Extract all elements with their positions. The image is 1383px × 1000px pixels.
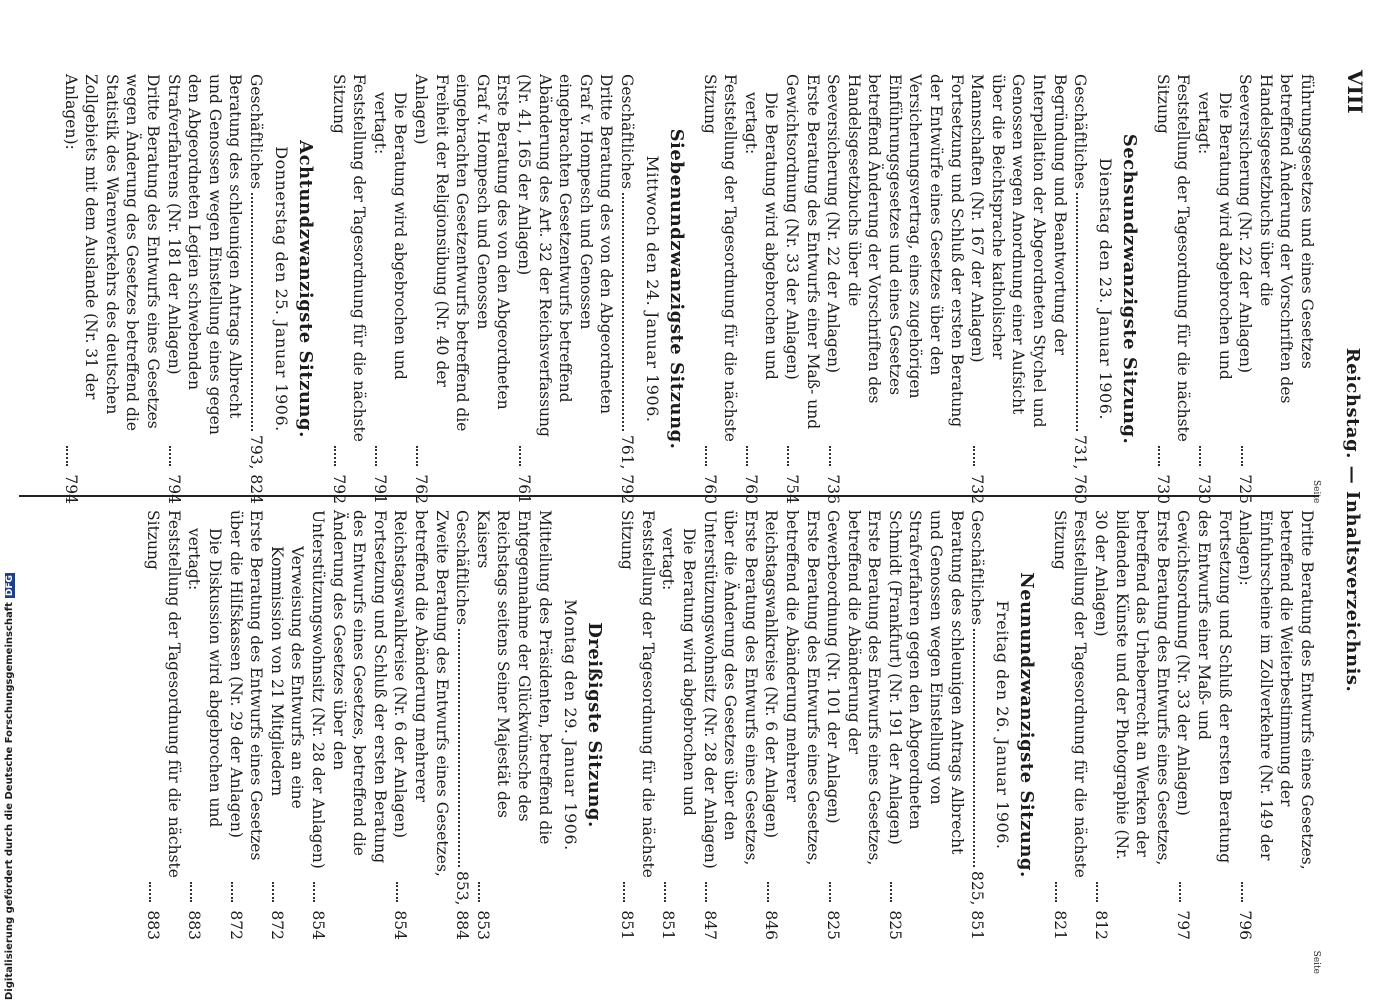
toc-entry-page: 872	[226, 910, 245, 940]
toc-entry	[884, 510, 966, 940]
toc-entry-text: Die Diskussion wird abgebrochen und vertagt:	[185, 528, 225, 828]
leader-dots	[973, 629, 975, 867]
session-title: Achtundzwanzigste Sitzung.	[295, 140, 317, 438]
toc-entry	[1152, 74, 1193, 504]
toc-entry	[513, 74, 616, 504]
dfg-logo: DFG	[5, 575, 15, 597]
toc-entry	[967, 510, 988, 940]
toc-entry-text: Beratung des schleunigen Antrags Albrecht und Genossen wegen Einstellung eines gegen den Abgeordneten Legien schwebenden Strafverfahrens (Nr. 181 der Anlagen)	[164, 74, 245, 435]
session-block	[1152, 74, 1317, 504]
toc-entry	[1173, 510, 1235, 940]
leader-dots	[1179, 882, 1181, 902]
leader-dots	[746, 446, 748, 466]
toc-entry	[617, 510, 658, 940]
toc-entry-text: Beratung des schleunigen Antrags Albrecht und Genossen wegen Einstellung von Strafverfahren gegen den Abgeordneten Schmidt (Frankfurt) (Nr. 191 der Anlagen)	[885, 510, 966, 855]
toc-entry-text: Geschäftliches	[968, 510, 987, 626]
toc-entry	[823, 74, 967, 504]
toc-entry	[1070, 74, 1091, 504]
toc-entry-text: Geschäftliches	[247, 74, 266, 190]
toc-entry-page: 853	[473, 910, 492, 940]
toc-entry	[184, 510, 225, 940]
toc-entry-text: Die Beratung wird abgebrochen und vertagt:	[741, 92, 781, 380]
right-column	[143, 510, 1317, 940]
dfg-credit-text: Digitalisierung gefördert durch die Deutsche Forschungsgemeinschaft	[4, 602, 15, 1000]
toc-entry-page: 761	[515, 474, 533, 504]
toc-entry-text: Fortsetzung und Schluß der ersten Beratung des Entwurfs eines Gesetzes, betreffend die Änderung des Gesetzes über den Unterstützungswohnsitz (Nr. 28 der Anlagen)	[309, 510, 389, 869]
toc-entry-page: 854	[309, 910, 328, 940]
toc-entry-page: 853, 884	[453, 870, 472, 940]
toc-entry	[163, 74, 245, 504]
toc-entry-text: Dritte Beratung des Entwurfs eines Gesetzes, betreffend die Weiterbestimmung der Einfuhrscheine im Zollverkehre (Nr. 149 der Anlagen):	[1236, 510, 1316, 870]
toc-entry	[472, 510, 554, 940]
toc-entry	[143, 510, 184, 940]
leader-dots	[622, 193, 624, 431]
toc-entry-page: 760	[700, 474, 719, 504]
leader-dots	[231, 882, 233, 902]
toc-entry-page: 825, 851	[968, 870, 987, 940]
leader-dots	[313, 882, 315, 902]
toc-entry-text: Feststellung der Tagesordnung für die nächste Sitzung	[1050, 510, 1090, 878]
toc-entry-text: Verweisung des Entwurfs an eine Kommission von 21 Mitgliedern	[267, 546, 307, 809]
toc-entry-page: 883	[144, 910, 163, 940]
toc-entry-page: 794	[61, 474, 80, 504]
toc-entry-page: 793, 824	[247, 434, 266, 504]
leader-dots	[705, 446, 707, 466]
toc-entry-text: Feststellung der Tagesordnung für die nächste Sitzung	[329, 74, 369, 442]
toc-entry	[452, 510, 473, 940]
leader-dots	[396, 882, 398, 902]
session-date: Mittwoch den 24. Januar 1906.	[642, 155, 662, 423]
toc-entry-text: Begründung und Beantwortung der Interpellation der Abgeordneten Stychel und Genossen wegen Anordnung einer Aufsicht über die Beichtsprache katholischer Mannschaften (Nr. 167 der Anlagen)	[968, 74, 1069, 428]
leader-dots	[169, 446, 171, 466]
toc-entry-page: 760	[741, 474, 760, 504]
toc-entry-text: Die Beratung wird abgebrochen und vertagt:	[370, 92, 410, 380]
toc-entry-page: 825	[885, 910, 904, 940]
leader-dots	[767, 882, 769, 902]
toc-entry-text: Erste Beratung des Entwurfs einer Maß- und Gewichtsordnung (Nr. 33 der Anlagen)	[782, 74, 822, 430]
toc-entry-page: 812	[1092, 910, 1111, 940]
toc-entry	[328, 74, 369, 504]
toc-entry	[369, 74, 410, 504]
toc-entry-page: 846	[762, 910, 781, 940]
toc-entry-page: 797	[1174, 910, 1193, 940]
session-date: Donnerstag den 25. Januar 1906.	[272, 146, 292, 432]
toc-entry	[823, 510, 885, 940]
toc-entry-page: 736	[824, 474, 843, 504]
leader-dots	[664, 882, 666, 902]
toc-entry	[616, 74, 637, 504]
toc-entry-text: Feststellung der Tagesordnung für die nächste Sitzung	[144, 510, 183, 878]
left-column	[60, 74, 1317, 504]
leader-dots	[1241, 882, 1243, 902]
leader-dots	[1199, 446, 1201, 466]
toc-entry-page: 854	[391, 910, 410, 940]
session-title: Sechsundzwanzigste Sitzung.	[1119, 133, 1141, 445]
toc-entry-page: 847	[700, 910, 719, 940]
session-title: Neunundzwanzigste Sitzung.	[1016, 572, 1038, 878]
toc-entry-page: 821	[1050, 910, 1069, 940]
leader-dots	[890, 882, 892, 902]
toc-entry-page: 872	[267, 910, 286, 940]
leader-dots	[272, 882, 274, 902]
toc-entry-page: 725	[1236, 474, 1255, 504]
toc-entry	[266, 510, 307, 940]
toc-entry	[1235, 510, 1317, 940]
toc-entry-text: Dritte Beratung des Entwurfs eines Gesetzes wegen Änderung des Gesetzes betreffend die Statistik des Warenverkehrs des deutschen Zollgebiets mit dem Auslande (Nr. 31 der Anlagen):	[61, 74, 163, 432]
toc-entry	[658, 510, 699, 940]
toc-entry	[1090, 510, 1172, 940]
toc-entry-text: Erste Beratung des Entwurfs eines Gesetzes, betreffend die Abänderung der Gewerbeordnung (Nr. 101 der Anlagen)	[824, 510, 884, 866]
toc-entry-text: Geschäftliches	[453, 510, 472, 626]
toc-entry-page: 794	[164, 474, 183, 504]
leader-dots	[787, 446, 789, 466]
toc-entry	[307, 510, 389, 940]
leader-dots	[1096, 882, 1098, 902]
toc-entry	[781, 74, 822, 504]
leader-dots	[1055, 882, 1057, 902]
toc-entry-page: 754	[782, 474, 801, 504]
leader-dots	[623, 882, 625, 902]
leader-dots	[1076, 193, 1078, 431]
leader-dots	[458, 629, 460, 867]
toc-entry-page: 761, 792	[617, 434, 636, 504]
toc-entry-page: 851	[618, 910, 637, 940]
toc-entry	[1193, 74, 1234, 504]
running-title: Reichstag. — Inhaltsverzeichnis.	[1342, 347, 1363, 693]
leader-dots	[519, 446, 521, 466]
toc-entry	[740, 74, 781, 504]
session-title: Dreißigste Sitzung.	[583, 622, 605, 828]
toc-entry	[1235, 74, 1317, 504]
leader-dots	[829, 446, 831, 466]
toc-entry-page: 791	[370, 474, 389, 504]
toc-entry	[390, 510, 452, 940]
leader-dots	[1158, 446, 1160, 466]
toc-entry	[225, 510, 266, 940]
toc-entry-text: Erste Beratung des Entwurfs eines Gesetzes, betreffend das Urheberrecht an Werken der bildenden Künste und der Photographie (Nr. 30 der Anlagen)	[1092, 510, 1172, 866]
toc-entry-text: Dritte Beratung des von den Abgeordneten Graf v. Hompesch und Genossen eingebrachten Gesetzentwurfs betreffend Abänderung des Art. 32 der Reichsverfassung (Nr. 41, 165 der Anlagen)	[515, 74, 616, 437]
toc-entry-text: Erste Beratung des Entwurfs eines Gesetzes, über die Änderung des Gesetzes über den Unterstützungswohnsitz (Nr. 28 der Anlagen)	[700, 510, 760, 869]
leader-dots	[705, 882, 707, 902]
leader-dots	[829, 882, 831, 902]
toc-entry-text: Die Beratung wird abgebrochen und vertagt:	[1195, 92, 1234, 380]
toc-entry-page: 883	[185, 910, 204, 940]
toc-entry-text: Fortsetzung und Schluß der ersten Beratung der Entwürfe eines Gesetzes über den Versicherungsvertrag, eines zugehörigen Einführungsgesetzes und eines Gesetzes betreffend Änderung der Vorschriften des Handelsgesetzbuchs über die Seeversicherung (Nr. 22 der Anlagen)	[824, 74, 966, 428]
toc-entry-text: Erste Beratung des Entwurfs eines Gesetzes, betreffend die Abänderung mehrerer Reichstagswahlkreise (Nr. 6 der Anlagen)	[762, 510, 822, 866]
leader-dots	[375, 446, 377, 466]
leader-dots	[973, 446, 975, 466]
toc-entry-text: Erste Beratung des von den Abgeordneten Graf v. Hompesch und Genossen eingebrachten Gesetzentwurfs betreffend die Freiheit der Religionsübung (Nr. 40 der Anlagen)	[412, 74, 513, 432]
session-date: Dienstag den 23. Januar 1906.	[1096, 158, 1116, 420]
toc-entry-page: 730	[1153, 474, 1172, 504]
toc-entry-text: Erste Beratung des Entwurfs eines Gesetzes über die Hilfskassen (Nr. 29 der Anlagen)	[226, 510, 266, 861]
leader-dots	[478, 882, 480, 902]
session-block	[699, 74, 1140, 504]
toc-entry-text: Fortsetzung und Schluß der ersten Beratung des Entwurfs einer Maß- und Gewichtsordnung (Nr. 33 der Anlagen)	[1174, 510, 1234, 864]
session-block	[328, 74, 687, 504]
toc-entry-page: 762	[412, 474, 431, 504]
toc-entry-page: 731, 760	[1071, 434, 1090, 504]
toc-entry-text: Geschäftliches	[617, 74, 636, 190]
leader-dots	[416, 446, 418, 466]
leader-dots	[149, 882, 151, 902]
toc-entry	[967, 74, 1070, 504]
toc-entry	[699, 510, 761, 940]
leader-dots	[334, 446, 336, 466]
session-date: Montag den 29. Januar 1906.	[560, 599, 580, 851]
toc-entry	[60, 74, 163, 504]
toc-entry-text: Feststellung der Tagesordnung für die nächste Sitzung	[1153, 74, 1193, 442]
session-block	[617, 510, 1038, 940]
toc-entry-text: Mitteilung des Präsidenten, betreffend die Entgegennahme der Glückwünsche des Reichstags seitens Seiner Majestät des Kaisers	[473, 510, 554, 845]
session-block	[1049, 510, 1317, 940]
toc-entry	[245, 74, 266, 504]
toc-entry-text: führungsgesetzes und eines Gesetzes betreffend Änderung der Vorschriften des Handelsgesetzbuchs über die Seeversicherung (Nr. 22 der Anlagen)	[1236, 74, 1316, 404]
session-block	[143, 510, 605, 940]
session-block	[60, 74, 316, 504]
page-header	[1311, 70, 1369, 974]
toc-entry	[761, 510, 823, 940]
toc-entry-page: 825	[824, 910, 843, 940]
toc-entry	[699, 74, 740, 504]
seite-label-right: Seite	[1311, 950, 1321, 974]
toc-entry-page: 851	[659, 910, 678, 940]
toc-entry-text: Feststellung der Tagesordnung für die nächste Sitzung	[618, 510, 657, 878]
toc-entry-text: Die Beratung wird abgebrochen und vertagt:	[659, 528, 698, 816]
toc-entry-page: 730	[1195, 474, 1214, 504]
leader-dots	[251, 193, 253, 431]
seite-label-left: Seite	[1311, 480, 1321, 504]
toc-entry	[410, 74, 513, 504]
toc-entry-text: Geschäftliches	[1071, 74, 1090, 190]
toc-entry-text: Zweite Beratung des Entwurfs eines Gesetzes, betreffend die Abänderung mehrerer Reichstagswahlkreise (Nr. 6 der Anlagen)	[391, 510, 451, 877]
toc-entry-page: 796	[1236, 910, 1255, 940]
leader-dots	[190, 882, 192, 902]
leader-dots	[1241, 446, 1243, 466]
toc-entry	[1049, 510, 1090, 940]
toc-entry-page: 732	[968, 474, 987, 504]
session-date: Freitag den 26. Januar 1906.	[993, 600, 1013, 850]
toc-entry-text: Feststellung der Tagesordnung für die nächste Sitzung	[700, 74, 740, 442]
page-number-roman: VIII	[1343, 70, 1367, 114]
leader-dots	[66, 446, 68, 466]
toc-entry-page: 792	[329, 474, 348, 504]
session-title: Siebenundzwanzigste Sitzung.	[665, 128, 687, 450]
